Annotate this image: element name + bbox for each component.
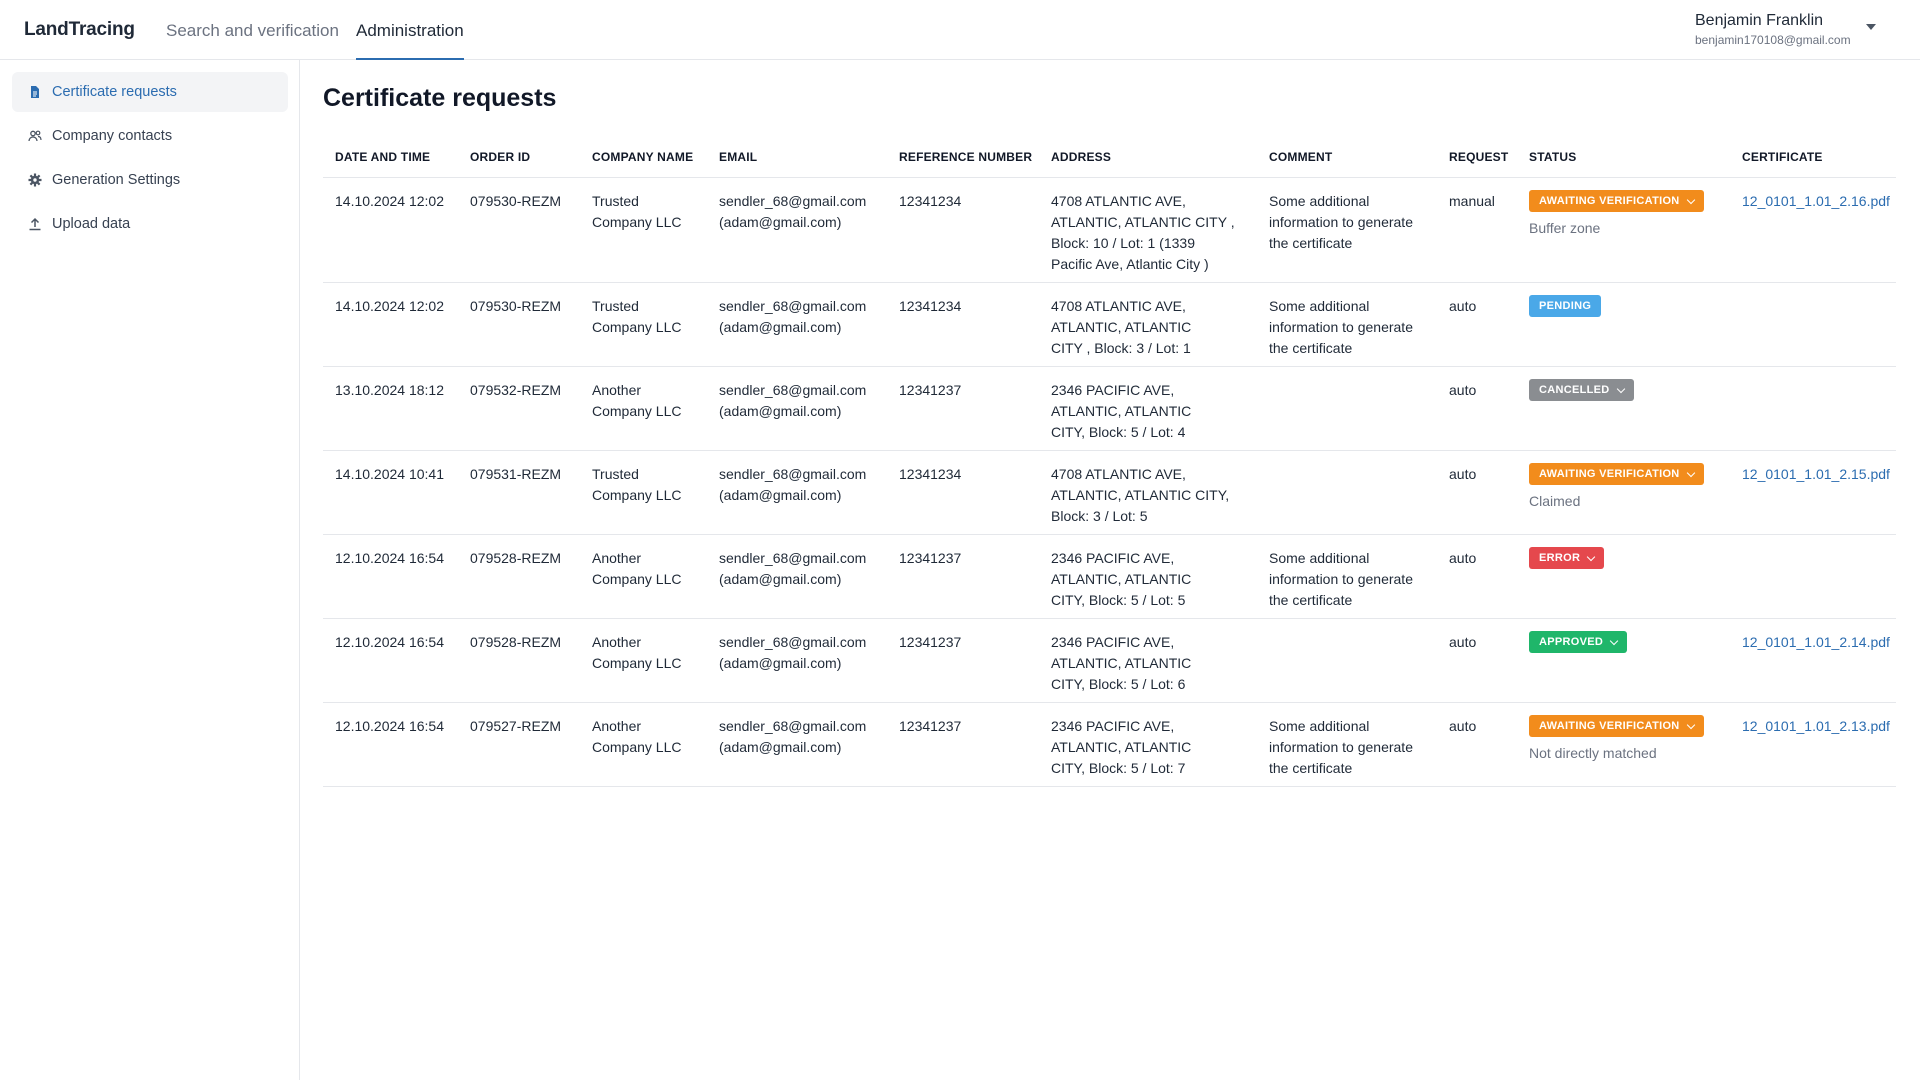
table-row[interactable] [323, 451, 1896, 535]
table-row[interactable] [323, 367, 1896, 451]
address-line: ATLANTIC, ATLANTIC [1051, 739, 1192, 755]
request-type-cell: auto [1449, 382, 1477, 398]
table-row[interactable] [323, 178, 1896, 283]
status-label: PENDING [1539, 300, 1592, 312]
chevron-down-icon [1616, 384, 1624, 392]
date-cell: 14.10.2024 12:02 [335, 193, 444, 209]
status-label: AWAITING VERIFICATION [1539, 720, 1680, 732]
address-cell [1051, 716, 1191, 779]
request-type-cell: auto [1449, 550, 1477, 566]
page-title: Certificate requests [323, 84, 557, 112]
sidebar [0, 60, 300, 1080]
email-line: sendler_68@gmail.com [719, 298, 867, 314]
address-cell [1051, 548, 1191, 611]
email-cell [719, 296, 866, 338]
company-name-line: Company LLC [592, 319, 682, 335]
comment-cell [1269, 191, 1413, 254]
company-name-cell [592, 716, 682, 758]
company-name-line: Another [592, 634, 642, 650]
order-id-cell: 079530-REZM [470, 298, 562, 314]
company-name-cell [592, 191, 682, 233]
address-line: 4708 ATLANTIC AVE, [1051, 298, 1186, 314]
comment-line: information to generate [1269, 319, 1413, 335]
comment-cell [1269, 716, 1413, 779]
email-line: (adam@gmail.com) [719, 571, 842, 587]
status-cell [1529, 295, 1601, 317]
status-label: AWAITING VERIFICATION [1539, 468, 1680, 480]
email-cell [719, 380, 866, 422]
comment-line: Some additional [1269, 718, 1370, 734]
address-line: 2346 PACIFIC AVE, [1051, 550, 1175, 566]
column-header: EMAIL [719, 150, 758, 164]
date-cell: 14.10.2024 12:02 [335, 298, 444, 314]
status-label: ERROR [1539, 552, 1581, 564]
status-cell [1529, 715, 1704, 761]
chevron-down-icon [1686, 195, 1694, 203]
address-line: 2346 PACIFIC AVE, [1051, 718, 1175, 734]
company-name-line: Company LLC [592, 655, 682, 671]
order-id-cell: 079528-REZM [470, 550, 562, 566]
order-id-cell: 079531-REZM [470, 466, 562, 482]
order-id-cell: 079532-REZM [470, 382, 562, 398]
certificate-cell [1742, 716, 1890, 737]
comment-line: information to generate [1269, 214, 1413, 230]
certificate-link[interactable]: 12_0101_1.01_2.16.pdf [1742, 193, 1890, 209]
address-line: ATLANTIC, ATLANTIC [1051, 403, 1192, 419]
order-id-cell: 079530-REZM [470, 193, 562, 209]
company-name-line: Another [592, 718, 642, 734]
order-id-cell: 079527-REZM [470, 718, 562, 734]
address-line: CITY, Block: 5 / Lot: 6 [1051, 676, 1186, 692]
date-cell: 12.10.2024 16:54 [335, 634, 444, 650]
column-header: REFERENCE NUMBER [899, 150, 1033, 164]
reference-number-cell: 12341237 [899, 718, 962, 734]
certificate-link[interactable]: 12_0101_1.01_2.15.pdf [1742, 466, 1890, 482]
company-name-line: Company LLC [592, 739, 682, 755]
company-name-line: Another [592, 382, 642, 398]
reference-number-cell: 12341237 [899, 550, 962, 566]
table-body [323, 178, 1896, 787]
email-line: sendler_68@gmail.com [719, 634, 867, 650]
address-line: Block: 10 / Lot: 1 (1339 [1051, 235, 1195, 251]
comment-line: information to generate [1269, 739, 1413, 755]
address-line: 4708 ATLANTIC AVE, [1051, 466, 1186, 482]
chevron-down-icon [1610, 636, 1618, 644]
comment-line: the certificate [1269, 760, 1353, 776]
sidebar-item-certificate-requests[interactable] [12, 72, 288, 112]
address-cell [1051, 464, 1229, 527]
sidebar-item-upload-data[interactable] [12, 204, 288, 244]
document-icon [28, 85, 42, 99]
status-label: AWAITING VERIFICATION [1539, 195, 1680, 207]
order-id-cell: 079528-REZM [470, 634, 562, 650]
email-line: sendler_68@gmail.com [719, 382, 867, 398]
company-name-line: Trusted [592, 298, 639, 314]
address-line: ATLANTIC, ATLANTIC [1051, 571, 1192, 587]
company-name-line: Company LLC [592, 214, 682, 230]
address-cell [1051, 191, 1235, 275]
comment-line: the certificate [1269, 592, 1353, 608]
address-line: CITY, Block: 5 / Lot: 7 [1051, 760, 1186, 776]
company-name-line: Another [592, 550, 642, 566]
request-type-cell: auto [1449, 634, 1477, 650]
reference-number-cell: 12341237 [899, 634, 962, 650]
address-line: 2346 PACIFIC AVE, [1051, 382, 1175, 398]
chevron-down-icon [1587, 552, 1595, 560]
certificate-cell [1742, 464, 1890, 485]
column-header: ADDRESS [1051, 150, 1112, 164]
email-line: (adam@gmail.com) [719, 403, 842, 419]
sidebar-item-generation-settings[interactable] [12, 160, 288, 200]
table-row[interactable] [323, 535, 1896, 619]
top-bar [0, 0, 1920, 60]
address-line: ATLANTIC, ATLANTIC [1051, 319, 1192, 335]
comment-line: the certificate [1269, 235, 1353, 251]
comment-cell [1269, 296, 1413, 359]
nav-tab-search-verification[interactable]: Search and verification [166, 21, 339, 40]
certificate-requests-table [323, 140, 1896, 787]
table-row[interactable] [323, 619, 1896, 703]
status-note: Claimed [1529, 493, 1581, 509]
sidebar-item-company-contacts[interactable] [12, 116, 288, 156]
address-line: Block: 3 / Lot: 5 [1051, 508, 1148, 524]
column-header: REQUEST [1449, 150, 1509, 164]
date-cell: 12.10.2024 16:54 [335, 718, 444, 734]
comment-line: information to generate [1269, 571, 1413, 587]
certificate-cell [1742, 632, 1890, 653]
email-line: (adam@gmail.com) [719, 319, 842, 335]
column-header: ORDER ID [470, 150, 531, 164]
company-name-line: Company LLC [592, 403, 682, 419]
nav-tab-administration[interactable]: Administration [356, 21, 464, 40]
email-line: (adam@gmail.com) [719, 487, 842, 503]
reference-number-cell: 12341234 [899, 193, 962, 209]
chevron-down-icon [1686, 468, 1694, 476]
company-name-line: Trusted [592, 193, 639, 209]
address-line: CITY, Block: 5 / Lot: 5 [1051, 592, 1186, 608]
reference-number-cell: 12341234 [899, 466, 962, 482]
user-email: benjamin170108@gmail.com [1695, 33, 1851, 47]
email-cell [719, 191, 866, 233]
status-label: CANCELLED [1539, 384, 1610, 396]
chevron-down-icon [1686, 720, 1694, 728]
company-name-cell [592, 548, 682, 590]
company-name-cell [592, 464, 682, 506]
app-logo[interactable]: LandTracing [24, 19, 135, 40]
email-line: (adam@gmail.com) [719, 214, 842, 230]
address-cell [1051, 632, 1191, 695]
column-header: CERTIFICATE [1742, 150, 1823, 164]
column-header: DATE AND TIME [335, 150, 431, 164]
status-note: Not directly matched [1529, 745, 1657, 761]
status-cell [1529, 463, 1704, 509]
gear-icon [28, 173, 42, 187]
address-line: CITY, Block: 5 / Lot: 4 [1051, 424, 1186, 440]
column-header: STATUS [1529, 150, 1577, 164]
email-line: (adam@gmail.com) [719, 655, 842, 671]
status-dropdown[interactable] [1529, 715, 1704, 737]
email-line: (adam@gmail.com) [719, 739, 842, 755]
email-cell [719, 464, 866, 506]
address-line: ATLANTIC, ATLANTIC CITY, [1051, 487, 1230, 503]
request-type-cell: auto [1449, 466, 1477, 482]
comment-line: the certificate [1269, 340, 1353, 356]
comment-line: Some additional [1269, 550, 1370, 566]
address-cell [1051, 380, 1191, 443]
chevron-down-icon[interactable] [1866, 24, 1876, 30]
sidebar-item-label: Upload data [52, 216, 131, 232]
status-cell [1529, 379, 1634, 401]
status-cell [1529, 190, 1704, 236]
comment-line: Some additional [1269, 193, 1370, 209]
reference-number-cell: 12341234 [899, 298, 962, 314]
users-icon [28, 129, 42, 143]
company-name-cell [592, 380, 682, 422]
status-label: APPROVED [1539, 636, 1604, 648]
table-header [323, 140, 1896, 178]
status-note: Buffer zone [1529, 220, 1601, 236]
column-header: COMPANY NAME [592, 150, 694, 164]
sidebar-item-label: Generation Settings [52, 172, 181, 188]
sidebar-item-label: Certificate requests [52, 84, 177, 100]
address-line: 4708 ATLANTIC AVE, [1051, 193, 1186, 209]
certificate-cell [1742, 191, 1890, 212]
status-dropdown[interactable] [1529, 631, 1627, 653]
table-row[interactable] [323, 283, 1896, 367]
address-cell [1051, 296, 1191, 359]
address-line: CITY , Block: 3 / Lot: 1 [1051, 340, 1191, 356]
email-cell [719, 716, 866, 758]
upload-icon [28, 217, 42, 231]
email-cell [719, 548, 866, 590]
status-dropdown[interactable] [1529, 463, 1704, 485]
company-name-line: Trusted [592, 466, 639, 482]
request-type-cell: manual [1449, 193, 1495, 209]
address-line: ATLANTIC, ATLANTIC [1051, 655, 1192, 671]
address-line: ATLANTIC, ATLANTIC CITY , [1051, 214, 1235, 230]
company-name-cell [592, 296, 682, 338]
comment-cell [1269, 548, 1413, 611]
reference-number-cell: 12341237 [899, 382, 962, 398]
date-cell: 12.10.2024 16:54 [335, 550, 444, 566]
sidebar-item-label: Company contacts [52, 128, 173, 144]
column-header: COMMENT [1269, 150, 1333, 164]
certificate-link[interactable]: 12_0101_1.01_2.13.pdf [1742, 718, 1890, 734]
email-line: sendler_68@gmail.com [719, 550, 867, 566]
certificate-link[interactable]: 12_0101_1.01_2.14.pdf [1742, 634, 1890, 650]
date-cell: 14.10.2024 10:41 [335, 466, 444, 482]
company-name-line: Company LLC [592, 487, 682, 503]
status-dropdown[interactable] [1529, 379, 1634, 401]
status-dropdown[interactable] [1529, 190, 1704, 212]
address-line: Pacific Ave, Atlantic City ) [1051, 256, 1209, 272]
table-row[interactable] [323, 703, 1896, 787]
date-cell: 13.10.2024 18:12 [335, 382, 444, 398]
user-name: Benjamin Franklin [1695, 12, 1824, 29]
email-line: sendler_68@gmail.com [719, 718, 867, 734]
request-type-cell: auto [1449, 718, 1477, 734]
address-line: 2346 PACIFIC AVE, [1051, 634, 1175, 650]
status-dropdown[interactable] [1529, 547, 1604, 569]
company-name-cell [592, 632, 682, 674]
comment-line: Some additional [1269, 298, 1370, 314]
status-cell [1529, 631, 1627, 653]
user-menu[interactable] [1695, 12, 1851, 47]
status-cell [1529, 547, 1604, 569]
email-line: sendler_68@gmail.com [719, 193, 867, 209]
status-badge [1529, 295, 1601, 317]
email-line: sendler_68@gmail.com [719, 466, 867, 482]
request-type-cell: auto [1449, 298, 1477, 314]
company-name-line: Company LLC [592, 571, 682, 587]
email-cell [719, 632, 866, 674]
